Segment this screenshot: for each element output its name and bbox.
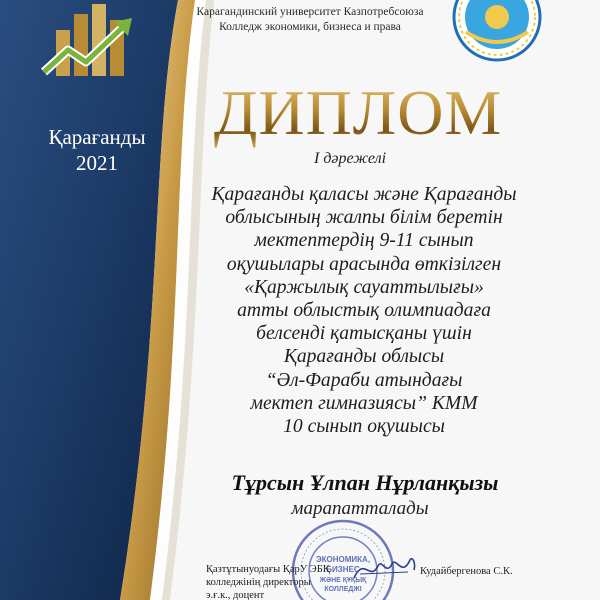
signature-icon — [350, 548, 420, 588]
signatory-line: Қазтұтынуодағы ҚарУ ЭБҚ — [206, 564, 330, 575]
institution-header — [180, 5, 440, 35]
signatory-name: Кудайбергенова С.К. — [420, 566, 513, 577]
college-name: Колледж экономики, бизнеса и права — [219, 21, 401, 33]
description-line: облысының жалпы білім беретін — [225, 207, 503, 229]
description-line: 10 сынып оқушысы — [283, 416, 445, 438]
university-name: Карагандинский университет Казпотребсоюза — [196, 6, 424, 18]
svg-text:ЭКОНОМИКА,: ЭКОНОМИКА, — [315, 555, 371, 564]
city-year-block — [22, 124, 172, 176]
svg-text:КОЛЛЕДЖІ: КОЛЛЕДЖІ — [324, 586, 362, 593]
recipient-name: Тұрсын Ұлпан Нұрланқызы — [231, 470, 499, 495]
description-line: Қарағанды қаласы және Қарағанды — [211, 184, 517, 205]
diploma-title: ДИПЛОМ — [188, 78, 528, 148]
degree-label: І дәрежелі — [313, 150, 387, 167]
description-line: «Қаржылық сауаттылығы» — [244, 276, 484, 298]
description-line: “Әл-Фараби атындағы — [265, 369, 463, 391]
svg-text:БИЗНЕС: БИЗНЕС — [326, 565, 360, 574]
university-emblem-icon — [452, 0, 542, 62]
signatory-title — [206, 563, 356, 600]
svg-text:ЖӘНЕ ҚҰҚЫҚ: ЖӘНЕ ҚҰҚЫҚ — [319, 577, 367, 584]
description-line: Қарағанды облысы — [283, 346, 445, 368]
description-line: мектеп гимназиясы” КММ — [250, 392, 478, 414]
description-line: белсенді қатысқаны үшін — [256, 323, 472, 345]
city-label: Қарағанды — [48, 125, 146, 149]
signatory-line: э.ғ.к., доцент — [206, 590, 265, 600]
growth-chart-logo-icon — [38, 0, 138, 88]
award-description — [186, 183, 542, 438]
description-line: оқушылары арасында өткізілген — [226, 253, 502, 275]
year-label: 2021 — [76, 151, 118, 175]
description-line: мектептердің 9-11 сынып — [254, 230, 474, 252]
signatory-line: колледжінің директоры — [206, 577, 311, 588]
awarded-label: марапатталады — [291, 498, 429, 519]
description-line: атты облыстық олимпиадаға — [237, 300, 491, 322]
